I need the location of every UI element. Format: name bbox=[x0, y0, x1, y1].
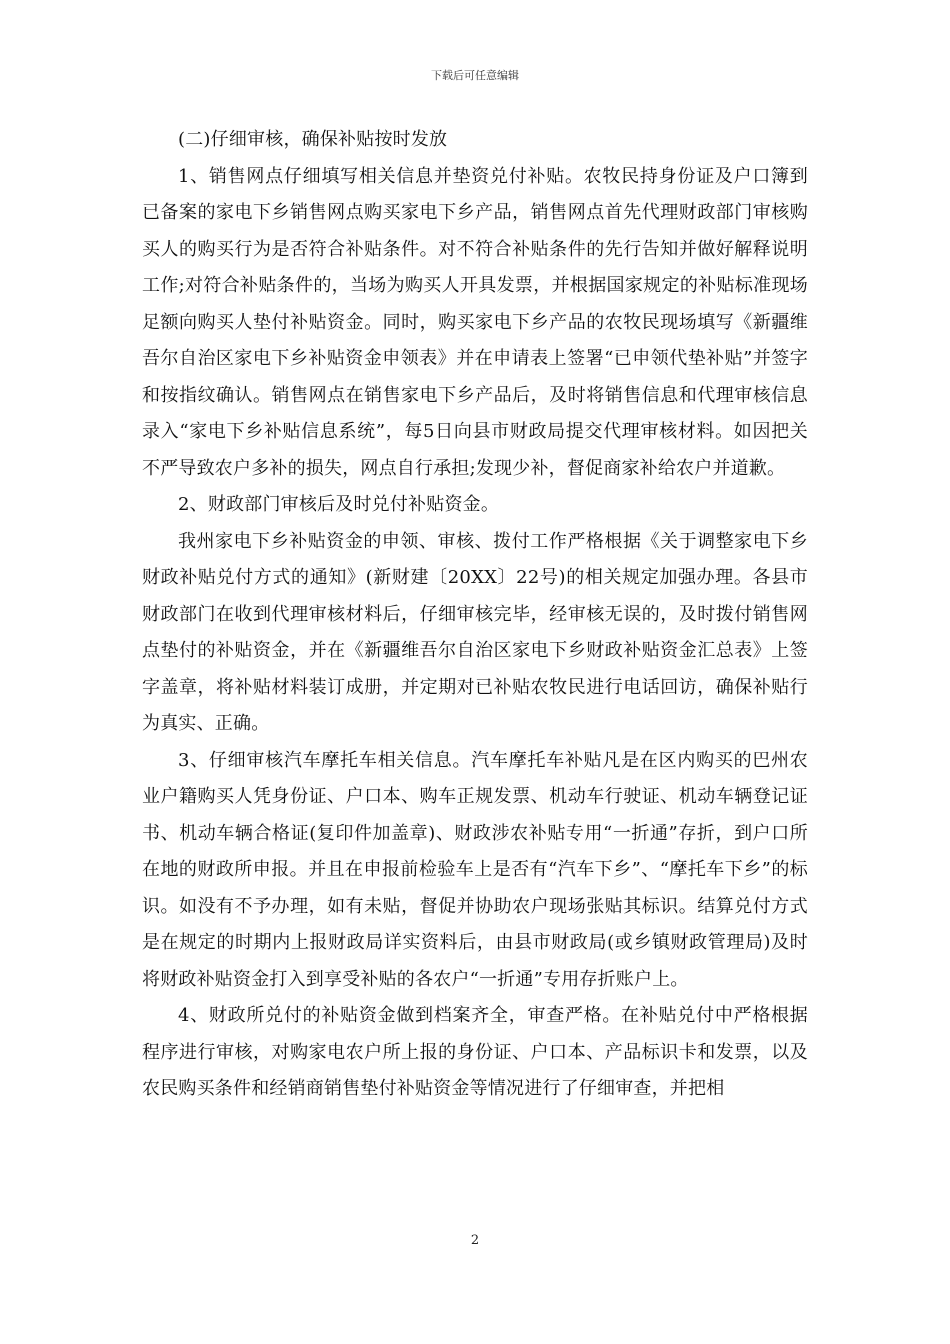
paragraph-1: 1、销售网点仔细填写相关信息并垫资兑付补贴。农牧民持身份证及户口簿到已备案的家电下乡销售网点购买家电下乡产品，销售网点首先代理财政部门审核购买人的购买行为是否符合补贴条件。对不符合补贴条件的先行告知并做好解释说明工作;对符合补贴条件的，当场为购买人开具发票，并根据国家规定的补贴标准现场足额向购买人垫付补贴资金。同时，购买家电下乡产品的农牧民现场填写《新疆维吾尔自治区家电下乡补贴资金申领表》并在申请表上签署“已申领代垫补贴”并签字和按指纹确认。销售网点在销售家电下乡产品后，及时将销售信息和代理审核信息录入“家电下乡补贴信息系统”，每5日向县市财政局提交代理审核材料。如因把关不严导致农户多补的损失，网点自行承担;发现少补，督促商家补给农户并道歉。 bbox=[142, 165, 808, 479]
paragraph-4: 3、仔细审核汽车摩托车相关信息。汽车摩托车补贴凡是在区内购买的巴州农业户籍购买人凭身份证、户口本、购车正规发票、机动车行驶证、机动车辆登记证书、机动车辆合格证(复印件加盖章)、财政涉农补贴专用“一折通”存折，到户口所在地的财政所申报。并且在申报前检验车上是否有“汽车下乡”、“摩托车下乡”的标识。如没有不予办理，如有未贴，督促并协助农户现场张贴其标识。结算兑付方式是在规定的时期内上报财政局详实资料后，由县市财政局(或乡镇财政管理局)及时将财政补贴资金打入到享受补贴的各农户“一折通”专用存折账户上。 bbox=[142, 749, 808, 990]
paragraph-5: 4、财政所兑付的补贴资金做到档案齐全，审查严格。在补贴兑付中严格根据程序进行审核，对购家电农户所上报的身份证、户口本、产品标识卡和发票，以及农民购买条件和经销商销售垫付补贴资金等情况进行了仔细审查，并把相 bbox=[142, 1005, 808, 1099]
document-body bbox=[142, 122, 808, 1108]
section-heading: (二)仔细审核，确保补贴按时发放 bbox=[178, 129, 448, 150]
page-header: 下载后可任意编辑 bbox=[431, 69, 519, 82]
page-number: 2 bbox=[470, 1233, 480, 1248]
paragraph-2: 2、财政部门审核后及时兑付补贴资金。 bbox=[178, 494, 500, 515]
paragraph-3: 我州家电下乡补贴资金的申领、审核、拨付工作严格根据《关于调整家电下乡财政补贴兑付方式的通知》(新财建〔20XX〕22号)的相关规定加强办理。各县市财政部门在收到代理审核材料后，仔细审核完毕，经审核无误的，及时拨付销售网点垫付的补贴资金，并在《新疆维吾尔自治区家电下乡财政补贴资金汇总表》上签字盖章，将补贴材料装订成册，并定期对已补贴农牧民进行电话回访，确保补贴行为真实、正确。 bbox=[142, 530, 808, 734]
